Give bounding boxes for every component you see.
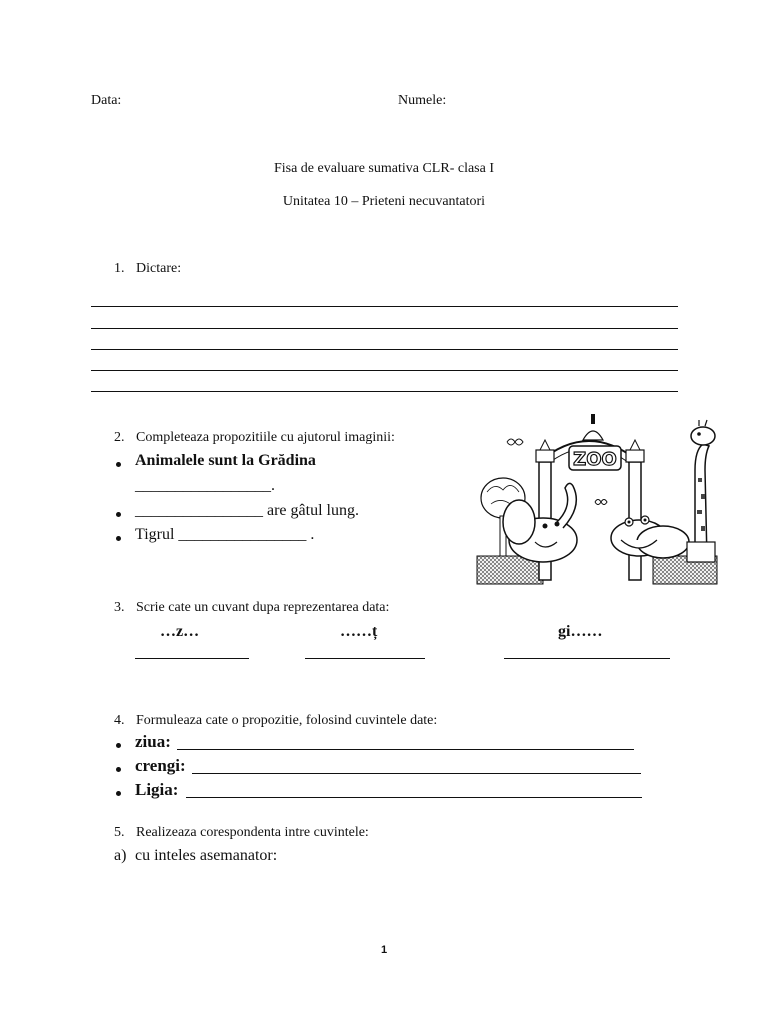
pattern-word-3: gi…… bbox=[558, 623, 603, 640]
exercise5-number: 5. bbox=[114, 825, 125, 840]
dictation-line bbox=[91, 391, 678, 392]
zoo-illustration bbox=[473, 410, 721, 586]
exercise2-item2: ________________ are gâtul lung. bbox=[135, 502, 359, 519]
bullet bbox=[116, 512, 121, 517]
exercise3-label: Scrie cate un cuvant dupa reprezentarea data: bbox=[136, 600, 390, 615]
exercise2-number: 2. bbox=[114, 430, 125, 445]
pattern-word-2: ……ț bbox=[340, 623, 378, 640]
exercise5-sub-marker: a) bbox=[114, 847, 127, 864]
worksheet-subtitle: Unitatea 10 – Prieteni necuvantatori bbox=[282, 194, 486, 209]
exercise4-number: 4. bbox=[114, 713, 125, 728]
answer-blank bbox=[305, 658, 425, 659]
exercise4-label: Formuleaza cate o propozitie, folosind cuvintele date: bbox=[136, 713, 438, 728]
bullet bbox=[116, 462, 121, 467]
page-number: 1 bbox=[380, 944, 388, 956]
sentence-blank bbox=[177, 749, 634, 750]
answer-blank bbox=[504, 658, 670, 659]
exercise1-number: 1. bbox=[114, 261, 125, 276]
exercise2-item3: Tigrul ________________ . bbox=[135, 526, 315, 543]
word-crengi: crengi: bbox=[135, 756, 186, 775]
exercise2-item1: Animalele sunt la Grădina bbox=[135, 452, 316, 469]
sentence-blank bbox=[186, 797, 642, 798]
sentence-blank bbox=[192, 773, 641, 774]
dictation-line bbox=[91, 349, 678, 350]
exercise5-label: Realizeaza corespondenta intre cuvintele: bbox=[136, 825, 369, 840]
bullet bbox=[116, 743, 121, 748]
zoo-sign-text: ZOO bbox=[573, 449, 617, 470]
exercise1-label: Dictare: bbox=[136, 261, 182, 276]
name-label: Numele: bbox=[398, 93, 447, 108]
exercise2-label: Completeaza propozitiile cu ajutorul imaginii: bbox=[136, 430, 395, 445]
dictation-line bbox=[91, 370, 678, 371]
dictation-line bbox=[91, 328, 678, 329]
worksheet-title: Fisa de evaluare sumativa CLR- clasa I bbox=[273, 161, 495, 176]
exercise3-number: 3. bbox=[114, 600, 125, 615]
dictation-line bbox=[91, 306, 678, 307]
bullet bbox=[116, 536, 121, 541]
word-ligia: Ligia: bbox=[135, 780, 179, 799]
zoo-illustration-icon bbox=[473, 410, 721, 586]
date-label: Data: bbox=[91, 93, 122, 108]
word-ziua: ziua: bbox=[135, 732, 171, 751]
bullet bbox=[116, 791, 121, 796]
answer-blank bbox=[135, 658, 249, 659]
pattern-word-1: …z… bbox=[160, 623, 200, 640]
exercise2-item1-blank: _________________. bbox=[135, 477, 275, 494]
bullet bbox=[116, 767, 121, 772]
exercise5-sub-text: cu inteles asemanator: bbox=[135, 847, 278, 864]
